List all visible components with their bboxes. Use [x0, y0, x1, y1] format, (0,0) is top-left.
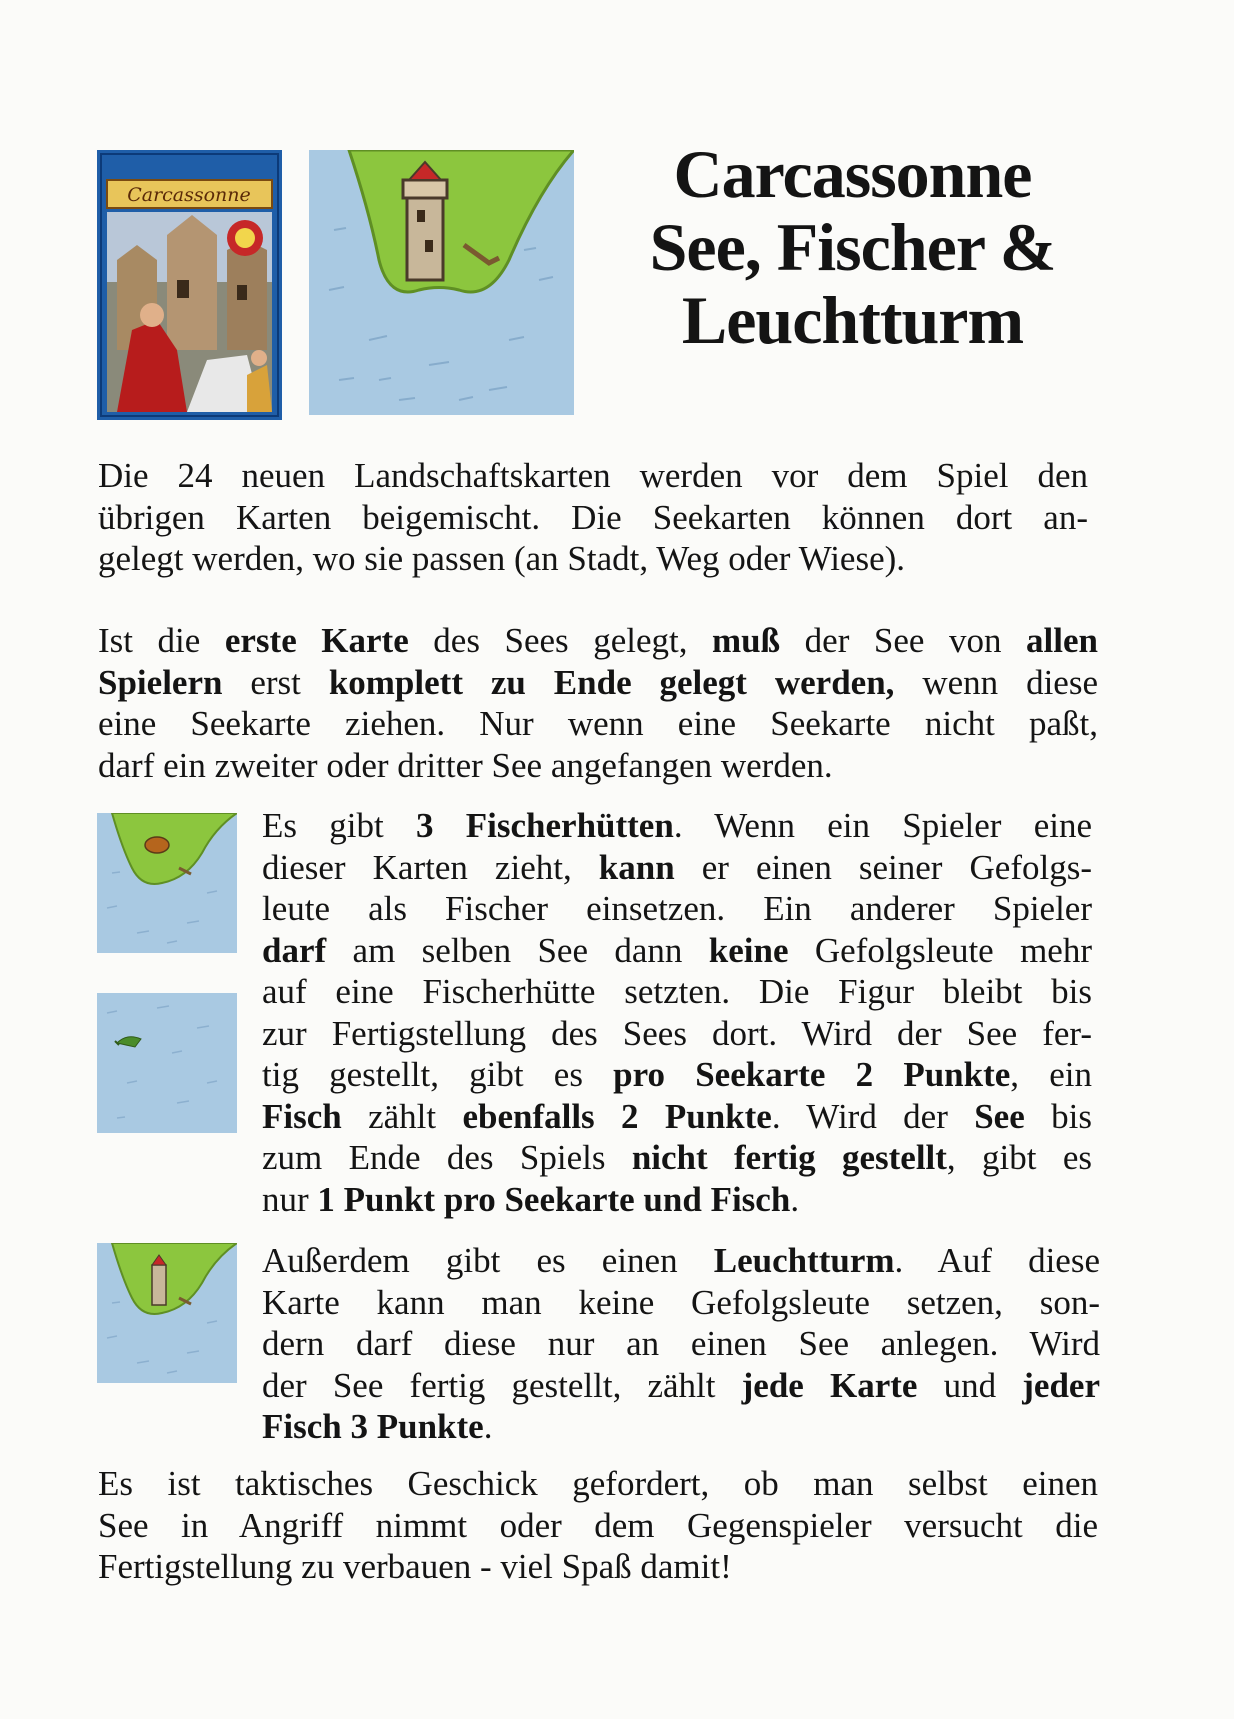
- text-run: tig gestellt, gibt es: [262, 1055, 614, 1094]
- rule-line-4: darf ein zweiter oder dritter See angefangen werden.: [98, 745, 833, 785]
- text-run: . Wird der: [771, 1096, 975, 1136]
- bold-run: nicht fertig gestellt: [631, 1138, 947, 1177]
- text-run: .: [483, 1407, 493, 1446]
- outro-paragraph: [98, 1463, 1098, 1588]
- bold-run: See: [974, 1096, 1025, 1136]
- intro-paragraph: [98, 455, 1088, 580]
- outro-line-2: See in Angriff nimmt oder dem Gegenspieler versucht die: [98, 1505, 1098, 1545]
- box-logo-text: Carcassonne: [127, 184, 251, 206]
- text-run: bis: [1024, 1096, 1092, 1136]
- fisher-line-4: [262, 930, 1092, 972]
- text-run: erst: [222, 662, 329, 702]
- text-run: am selben See dann: [326, 930, 709, 970]
- text-run: des Sees gelegt,: [408, 621, 713, 660]
- lighthouse-line-5: [262, 1406, 1100, 1448]
- bold-run: jede Karte: [741, 1365, 918, 1405]
- text-run: . Auf diese: [894, 1241, 1100, 1280]
- carcassonne-box-art: [97, 150, 282, 420]
- outro-line-1: Es ist taktisches Geschick gefordert, ob man selbst einen: [98, 1464, 1098, 1503]
- fish-lake-tile: [97, 993, 237, 1133]
- bold-run: jeder: [1022, 1365, 1100, 1405]
- title-line-3: Leuchtturm: [681, 282, 1024, 358]
- text-run: .: [790, 1179, 800, 1219]
- page-title: [600, 138, 1105, 357]
- title-line-2: See, Fischer &: [649, 209, 1056, 285]
- text-run: der See von: [780, 621, 1027, 660]
- text-run: nur: [262, 1179, 318, 1219]
- text-run: der See fertig gestellt, zählt: [262, 1365, 742, 1405]
- text-run: Außerdem gibt es einen: [262, 1241, 714, 1280]
- rule-paragraph: [98, 620, 1098, 786]
- bold-run: erste Karte: [224, 621, 409, 660]
- bold-run: kann: [598, 847, 675, 887]
- bold-run: ebenfalls 2 Punkte: [462, 1096, 772, 1136]
- text-run: Ist die: [98, 621, 225, 660]
- text-run: Gefolgsleute mehr: [788, 930, 1092, 970]
- text-run: er einen seiner Gefolgs-: [674, 847, 1092, 887]
- fisher-line-5: auf eine Fischerhütte setzten. Die Figur bleibt bis: [262, 972, 1092, 1011]
- bold-run: 3 Fischerhütten: [416, 806, 674, 845]
- bold-run: Leuchtturm: [713, 1241, 895, 1280]
- fisher-line-10: [262, 1179, 1092, 1221]
- fisher-line-8: [262, 1096, 1092, 1138]
- bold-run: Spielern: [98, 662, 223, 702]
- lighthouse-line-1: [262, 1240, 1100, 1282]
- fisher-line-2: [262, 847, 1092, 889]
- intro-line-3: gelegt werden, wo sie passen (an Stadt, Weg oder Wiese).: [98, 539, 906, 578]
- fisher-line-1: [262, 805, 1092, 847]
- text-run: zählt: [341, 1096, 463, 1136]
- bold-run: pro Seekarte 2 Punkte: [613, 1055, 1011, 1094]
- lighthouse-paragraph: [262, 1240, 1100, 1448]
- text-run: , gibt es: [946, 1138, 1092, 1177]
- outro-line-3: Fertigstellung zu verbauen - viel Spaß damit!: [98, 1547, 732, 1586]
- fisher-line-3: leute als Fischer einsetzen. Ein anderer Spieler: [262, 889, 1092, 928]
- text-run: , ein: [1010, 1055, 1092, 1094]
- text-run: wenn diese: [894, 662, 1098, 702]
- text-run: . Wenn ein Spieler eine: [673, 806, 1092, 845]
- lighthouse-lake-tile: [309, 150, 574, 415]
- fisher-line-7: [262, 1054, 1092, 1096]
- fisher-line-6: zur Fertigstellung des Sees dort. Wird der See fer-: [262, 1013, 1092, 1053]
- intro-line-1: Die 24 neuen Landschaftskarten werden vor dem Spiel den: [98, 456, 1088, 495]
- text-run: zum Ende des Spiels: [262, 1138, 632, 1177]
- bold-run: darf: [262, 930, 327, 970]
- bold-run: muß: [712, 621, 781, 660]
- text-run: Es gibt: [262, 806, 416, 845]
- bold-run: keine: [708, 930, 789, 970]
- bold-run: 1 Punkt pro Seekarte und Fisch: [317, 1179, 791, 1219]
- bold-run: allen: [1026, 621, 1098, 660]
- bold-run: Fisch 3 Punkte: [262, 1407, 484, 1446]
- title-line-1: Carcassonne: [673, 136, 1032, 212]
- fisher-hut-tile: [97, 813, 237, 953]
- lighthouse-line-2: Karte kann man keine Gefolgsleute setzen, son-: [262, 1282, 1100, 1322]
- lighthouse-small-tile: [97, 1243, 237, 1383]
- rule-line-3: eine Seekarte ziehen. Nur wenn eine Seekarte nicht paßt,: [98, 704, 1098, 743]
- fisher-paragraph: [262, 805, 1092, 1220]
- lighthouse-line-4: [262, 1365, 1100, 1407]
- intro-line-2: übrigen Karten beigemischt. Die Seekarten können dort an-: [98, 497, 1088, 537]
- bold-run: komplett zu Ende gelegt werden,: [328, 662, 895, 702]
- rule-line-1: [98, 620, 1098, 662]
- lighthouse-line-3: dern darf diese nur an einen See anlegen. Wird: [262, 1324, 1100, 1363]
- text-run: und: [917, 1365, 1023, 1405]
- rule-line-2: [98, 662, 1098, 704]
- fisher-line-9: [262, 1137, 1092, 1179]
- bold-run: Fisch: [262, 1096, 342, 1136]
- text-run: dieser Karten zieht,: [262, 847, 599, 887]
